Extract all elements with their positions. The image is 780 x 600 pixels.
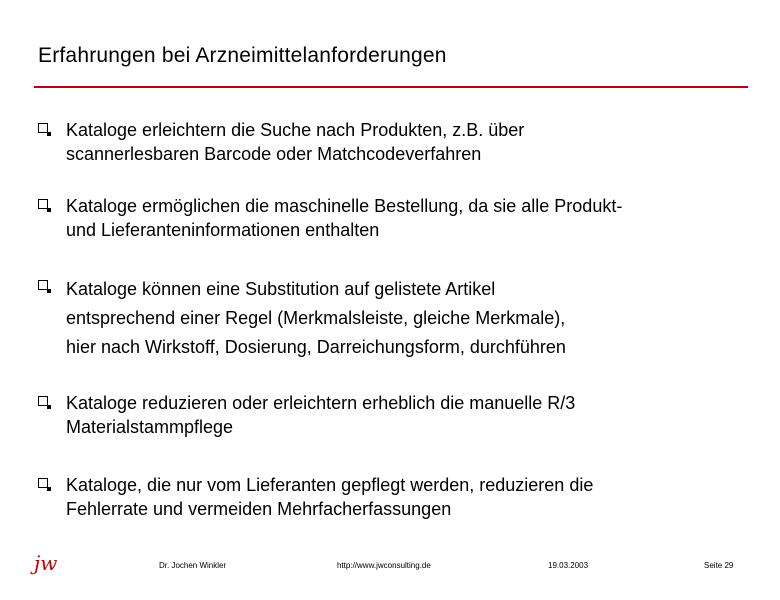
list-item [38, 194, 622, 242]
bullet-text [66, 473, 593, 521]
list-item [38, 118, 524, 166]
list-item [38, 473, 593, 521]
bullet-line: Kataloge ermöglichen die maschinelle Bestellung, da sie alle Produkt- [66, 196, 623, 216]
bullet-text [66, 275, 566, 362]
bullet-text [66, 391, 575, 439]
footer-author: Dr. Jochen Winkler [159, 561, 227, 570]
bullet-line: Kataloge, die nur vom Lieferanten gepflegt werden, reduzieren die [66, 475, 594, 495]
list-item [38, 275, 566, 362]
square-bullet-icon [38, 280, 48, 290]
bullet-line: Kataloge reduzieren oder erleichtern erheblich die manuelle R/3 [66, 393, 576, 413]
jw-logo: jw [34, 551, 58, 575]
square-bullet-icon [38, 199, 48, 209]
bullet-text [66, 118, 524, 166]
square-bullet-icon [38, 396, 48, 406]
bullet-line: Fehlerrate und vermeiden Mehrfacherfassungen [66, 499, 452, 519]
square-bullet-icon [38, 478, 48, 488]
footer-url: http://www.jwconsulting.de [337, 561, 431, 570]
bullet-text [66, 194, 622, 242]
title-divider [34, 86, 748, 88]
bullet-line: Kataloge erleichtern die Suche nach Produkten, z.B. über [66, 120, 525, 140]
bullet-line: hier nach Wirkstoff, Dosierung, Darreichungsform, durchführen [66, 337, 566, 357]
bullet-line: Kataloge können eine Substitution auf gelistete Artikel [66, 279, 496, 299]
list-item [38, 391, 575, 439]
bullet-line: entsprechend einer Regel (Merkmalsleiste, gleiche Merkmale), [66, 308, 566, 328]
footer-date: 19.03.2003 [548, 561, 589, 570]
footer-page-number: Seite 29 [704, 561, 734, 570]
bullet-line: Materialstammpflege [66, 417, 234, 437]
bullet-line: und Lieferanteninformationen enthalten [66, 220, 380, 240]
bullet-line: scannerlesbaren Barcode oder Matchcodeverfahren [66, 144, 482, 164]
page-title: Erfahrungen bei Arzneimittelanforderungen [38, 44, 447, 67]
square-bullet-icon [38, 123, 48, 133]
